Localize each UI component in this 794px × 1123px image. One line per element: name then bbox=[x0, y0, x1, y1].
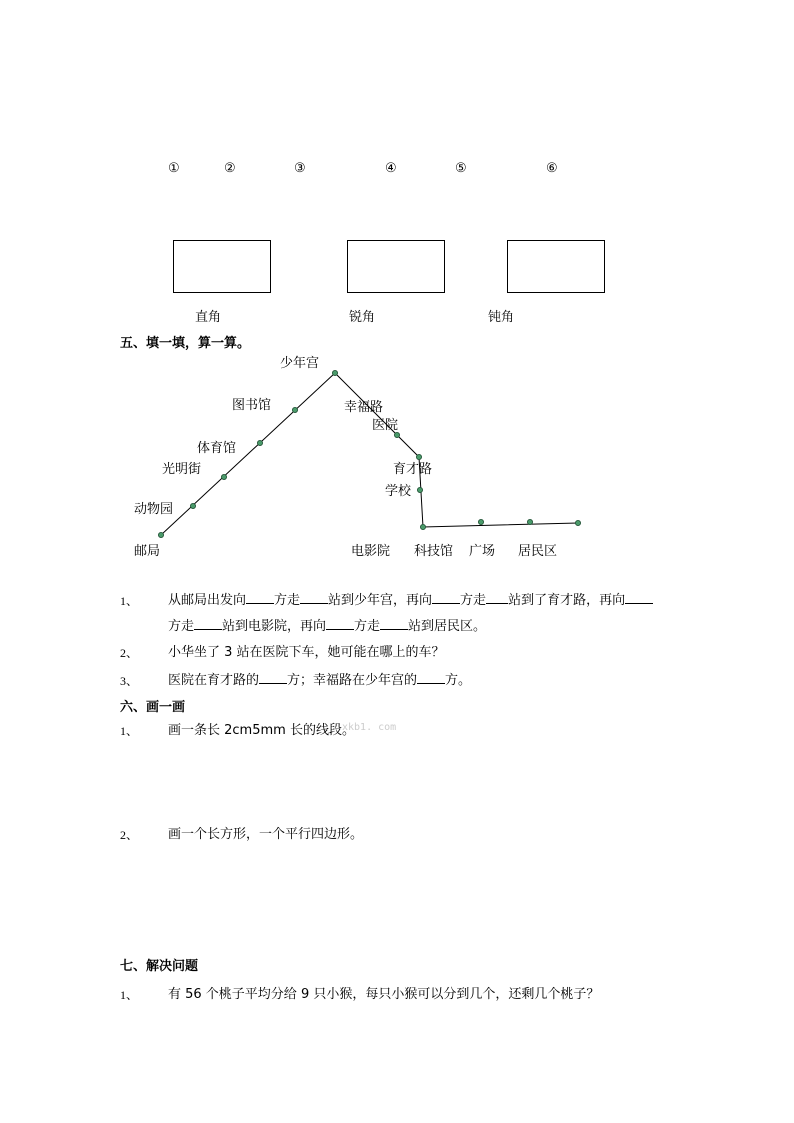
label-guangming: 光明街 bbox=[162, 462, 202, 477]
s7-q1-number: 1、 bbox=[120, 988, 139, 1002]
stop-youju bbox=[158, 532, 163, 537]
label-tushu: 图书馆 bbox=[232, 398, 272, 413]
stop-end bbox=[575, 520, 580, 525]
answer-blank[interactable] bbox=[326, 617, 354, 630]
label-jumin: 居民区 bbox=[518, 544, 558, 559]
answer-blank[interactable] bbox=[259, 671, 287, 684]
marker-4: ④ bbox=[385, 161, 397, 176]
stop-dongwu bbox=[190, 503, 195, 508]
right-angle-label: 直角 bbox=[195, 310, 222, 325]
s5-q1-text: 站到少年宫，再向 bbox=[328, 593, 433, 608]
section7-heading: 七、解决问题 bbox=[120, 959, 199, 974]
marker-5: ⑤ bbox=[455, 161, 467, 176]
s7-q1-text: 有 56 个桃子平均分给 9 只小猴，每只小猴可以分到几个，还剩几个桃子？ bbox=[168, 987, 600, 1002]
s5-q1-text: 站到了育才路，再向 bbox=[508, 593, 626, 608]
stop-tiyu bbox=[257, 440, 262, 445]
answer-blank[interactable] bbox=[380, 617, 408, 630]
s5-q1-line1 bbox=[168, 589, 653, 608]
answer-blank[interactable] bbox=[300, 591, 328, 604]
answer-blank[interactable] bbox=[194, 617, 222, 630]
answer-blank[interactable] bbox=[432, 591, 460, 604]
s6-q2-text: 画一个长方形，一个平行四边形。 bbox=[168, 827, 364, 842]
marker-3: ③ bbox=[294, 161, 306, 176]
label-yucai: 育才路 bbox=[393, 462, 433, 477]
answer-blank[interactable] bbox=[417, 671, 445, 684]
s5-q1-text: 方走 bbox=[168, 619, 195, 634]
s5-q1-number: 1、 bbox=[120, 594, 139, 608]
obtuse-angle-label: 钝角 bbox=[488, 310, 515, 325]
s5-q3-line bbox=[168, 669, 471, 688]
s5-q2-text: 小华坐了 3 站在医院下车，她可能在哪上的车？ bbox=[168, 645, 445, 660]
stop-keji bbox=[420, 524, 425, 529]
stop-tushu bbox=[292, 407, 297, 412]
label-shaonian: 少年宫 bbox=[280, 356, 320, 371]
marker-1: ① bbox=[168, 161, 180, 176]
s5-q3-number: 3、 bbox=[120, 674, 139, 688]
answer-blank[interactable] bbox=[625, 591, 653, 604]
s5-q1-text: 站到电影院，再向 bbox=[222, 619, 327, 634]
stop-guangchang bbox=[478, 519, 483, 524]
stop-guangming bbox=[221, 474, 226, 479]
s5-q2-number: 2、 bbox=[120, 646, 139, 660]
label-guangchang: 广场 bbox=[469, 544, 496, 559]
label-dongwu: 动物园 bbox=[134, 502, 174, 517]
s5-q3-text: 方；幸福路在少年宫的 bbox=[287, 673, 418, 688]
s6-q1-number: 1、 bbox=[120, 724, 139, 738]
s5-q1-line2 bbox=[168, 615, 486, 634]
answer-blank[interactable] bbox=[246, 591, 274, 604]
label-dianying: 电影院 bbox=[351, 544, 391, 559]
s6-q2-number: 2、 bbox=[120, 828, 139, 842]
s5-q3-text: 医院在育才路的 bbox=[168, 673, 260, 688]
s5-q3-text: 方。 bbox=[445, 673, 472, 688]
s5-q1-text: 从邮局出发向 bbox=[168, 593, 247, 608]
label-tiyu: 体育馆 bbox=[197, 441, 237, 456]
stop-jumin bbox=[527, 519, 532, 524]
label-keji: 科技馆 bbox=[414, 544, 454, 559]
section6-heading: 六、画一画 bbox=[120, 700, 186, 715]
label-xingfu: 幸福路 bbox=[344, 400, 384, 415]
s5-q1-text: 方走 bbox=[460, 593, 487, 608]
label-xuexiao: 学校 bbox=[385, 484, 412, 499]
marker-2: ② bbox=[224, 161, 236, 176]
stop-shaonian bbox=[332, 370, 337, 375]
label-yiyuan: 医院 bbox=[372, 418, 399, 433]
marker-6: ⑥ bbox=[546, 161, 558, 176]
s5-q1-text: 方走 bbox=[274, 593, 301, 608]
watermark: xkb1. com bbox=[342, 722, 397, 733]
answer-blank[interactable] bbox=[486, 591, 508, 604]
acute-angle-label: 锐角 bbox=[349, 310, 376, 325]
s5-q1-text: 站到居民区。 bbox=[408, 619, 487, 634]
label-youju: 邮局 bbox=[134, 544, 161, 559]
s6-q1-text: 画一条长 2cm5mm 长的线段。 bbox=[168, 723, 355, 738]
s5-q1-text: 方走 bbox=[354, 619, 381, 634]
stop-xuexiao bbox=[417, 487, 422, 492]
stop-yiyuan bbox=[394, 432, 399, 437]
section5-heading: 五、填一填，算一算。 bbox=[120, 336, 251, 351]
